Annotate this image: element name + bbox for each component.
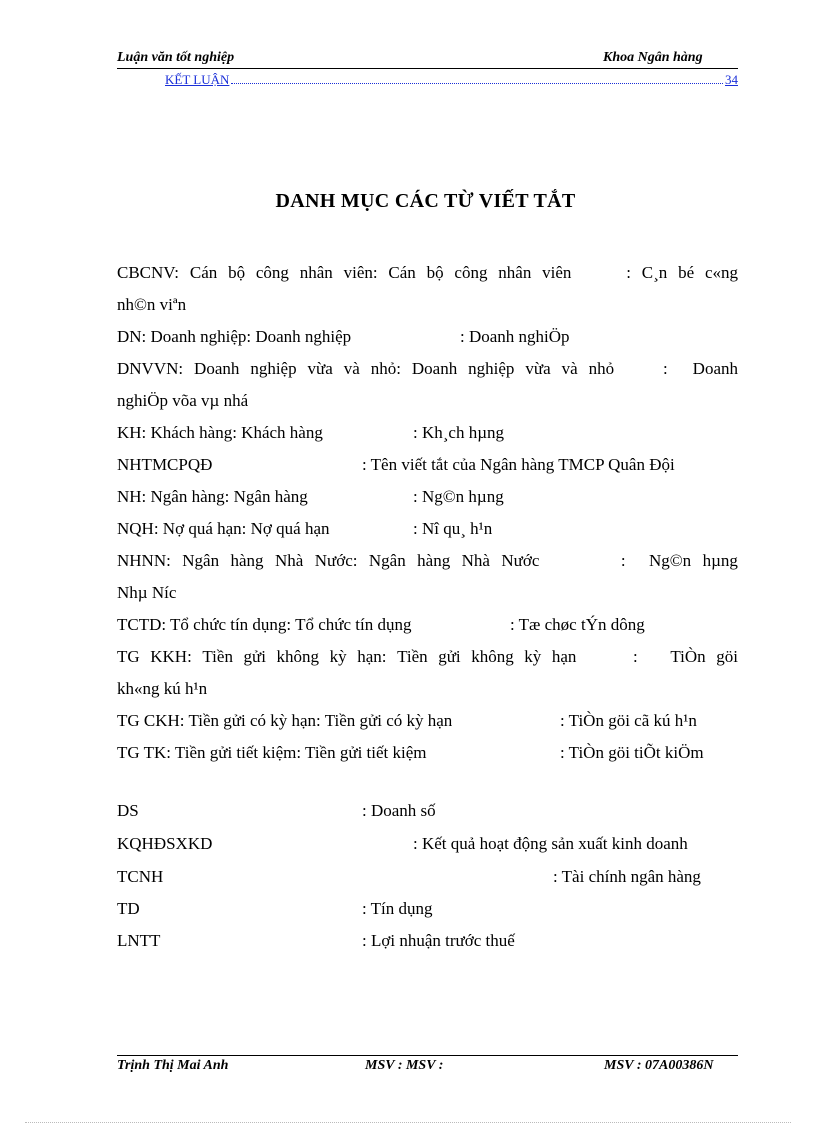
entry-text: KKH: [150, 647, 192, 666]
entry-text: vừa [525, 359, 551, 378]
entry-text: kỳ [329, 647, 347, 666]
entry-text: gửi [243, 647, 266, 666]
footer-rule [117, 1055, 738, 1056]
entry-text: Ngân [182, 551, 220, 570]
entry-text: : Tên viết tắt của Ngân hàng TMCP Quân Đội [362, 455, 675, 474]
entry-text: : [626, 263, 631, 282]
entry-text: Cán [388, 263, 416, 282]
header-left: Luận văn tốt nghiệp [117, 50, 235, 65]
entry-dnvvn-line1 [117, 357, 738, 381]
entry-text: viên [542, 263, 572, 282]
entry-text: kỳ [524, 647, 542, 666]
entry-text: và [561, 359, 578, 378]
entry-text: DS [117, 801, 139, 820]
entry-text: Nhà [274, 551, 304, 570]
entry-tgkkh-line1 [117, 645, 738, 669]
entry-text: CBCNV: [117, 263, 180, 282]
entry-text: NHTMCPQĐ [117, 455, 213, 474]
entry-text: : Kh¸ch hµng [413, 423, 505, 442]
entry-text: bé [678, 263, 695, 282]
entry-text: C¸n [641, 263, 668, 282]
entry-text: nghiệp [250, 359, 297, 378]
entry-text: Ngân [368, 551, 406, 570]
entry-text: nhỏ [588, 359, 615, 378]
entry-text: công [255, 263, 289, 282]
entry-text: : TiÒn göi tiÕt kiÖm [560, 743, 704, 762]
entry-text: c«ng [704, 263, 738, 282]
entry-text: hạn: [357, 647, 387, 666]
toc-leader-dots [231, 83, 723, 84]
entry-text: : Doanh nghiÖp [460, 327, 570, 346]
entry-text: TD [117, 899, 140, 918]
toc-entry-page[interactable]: 34 [725, 72, 738, 87]
entry-text: nghiệp [468, 359, 515, 378]
entry-cbcnv-line1 [117, 261, 738, 285]
entry-text: hµng [702, 551, 738, 570]
entry-text: : Kết quả hoạt động sản xuất kinh doanh [413, 834, 688, 853]
entry-text: : [620, 551, 626, 570]
entry-text: : Nî qu¸ h¹n [413, 519, 493, 538]
entry-text: Nước: [314, 551, 358, 570]
entry-text: Tiền [397, 647, 428, 666]
toc-entry-label[interactable]: KẾT LUẬN [165, 72, 230, 87]
page-title: DANH MỤC CÁC TỪ VIẾT TẮT [275, 190, 576, 212]
entry-text: NQH: Nợ quá hạn: Nợ quá hạn [117, 519, 330, 538]
entry-text: nhỏ: [370, 359, 401, 378]
entry-nhnn-line2: Nhµ Níc [117, 583, 177, 602]
entry-text: TG TK: Tiền gửi tiết kiệm: Tiền gửi tiết kiệm [117, 743, 427, 762]
entry-text: : TiÒn göi cã kú h¹n [560, 711, 697, 730]
entry-text: nhân [498, 263, 532, 282]
entry-text: TCTD: Tổ chức tín dụng: Tổ chức tín dụng [117, 615, 412, 634]
footer-author: Trịnh Thị Mai Anh [117, 1058, 229, 1073]
entry-text: : Tài chính ngân hàng [553, 867, 701, 886]
entry-text: hạn [551, 647, 577, 666]
header-rule [117, 68, 738, 69]
entry-text: : Ng©n hµng [413, 487, 504, 506]
entry-cbcnv-line2: nh©n viªn [117, 295, 187, 314]
entry-text: nhân [299, 263, 333, 282]
entry-text: : Tín dụng [362, 899, 433, 918]
entry-text: : Tæ chøc tÝn dông [510, 615, 645, 634]
entry-text: DNVVN: [117, 359, 184, 378]
entry-text: : Lợi nhuận trước thuế [362, 931, 515, 950]
entry-dnvvn-line2: nghiÖp võa vµ nhá [117, 391, 249, 410]
entry-text: TG CKH: Tiền gửi có kỳ hạn: Tiền gửi có kỳ hạn [117, 711, 453, 730]
entry-text: Nước [501, 551, 540, 570]
entry-text: NHNN: [117, 551, 171, 570]
entry-text: Doanh [692, 359, 738, 378]
entry-text: Tiền [202, 647, 233, 666]
entry-text: bộ [228, 263, 246, 282]
entry-text: Cán [189, 263, 218, 282]
entry-text: không [276, 647, 320, 666]
entry-text: KQHĐSXKD [117, 834, 213, 853]
entry-text: bộ [426, 263, 444, 282]
entry-text: vừa [307, 359, 333, 378]
entry-text: gửi [438, 647, 461, 666]
entry-text: hàng [230, 551, 264, 570]
entry-text: KH: Khách hàng: Khách hàng [117, 423, 323, 442]
entry-text: Doanh [411, 359, 458, 378]
entry-text: TG [117, 647, 140, 666]
entry-text: không [471, 647, 514, 666]
entry-text: DN: Doanh nghiệp: Doanh nghiệp [117, 327, 352, 346]
entry-text: : [663, 359, 668, 378]
entry-nhnn-line1 [117, 549, 738, 573]
entry-text: công [454, 263, 488, 282]
footer-student-id: MSV : 07A00386N [604, 1058, 714, 1073]
entry-text: LNTT [117, 931, 161, 950]
entry-tgkkh-line2: kh«ng kú h¹n [117, 679, 208, 698]
entry-text: TCNH [117, 867, 164, 886]
entry-text: hàng [417, 551, 451, 570]
entry-text: TiÒn [670, 647, 706, 666]
toc-entry-link[interactable] [165, 70, 738, 88]
entry-text: Ng©n [648, 551, 692, 570]
entry-text: viên: [343, 263, 378, 282]
entry-text: Nhà [461, 551, 490, 570]
entry-text: göi [716, 647, 738, 666]
header-right: Khoa Ngân hàng [603, 50, 703, 65]
footer-middle: MSV : MSV : [365, 1058, 444, 1073]
entry-text: : [633, 647, 638, 666]
entry-text: : Doanh số [362, 801, 436, 820]
entry-text: NH: Ngân hàng: Ngân hàng [117, 487, 308, 506]
entry-text: và [343, 359, 360, 378]
entry-text: Doanh [194, 359, 240, 378]
